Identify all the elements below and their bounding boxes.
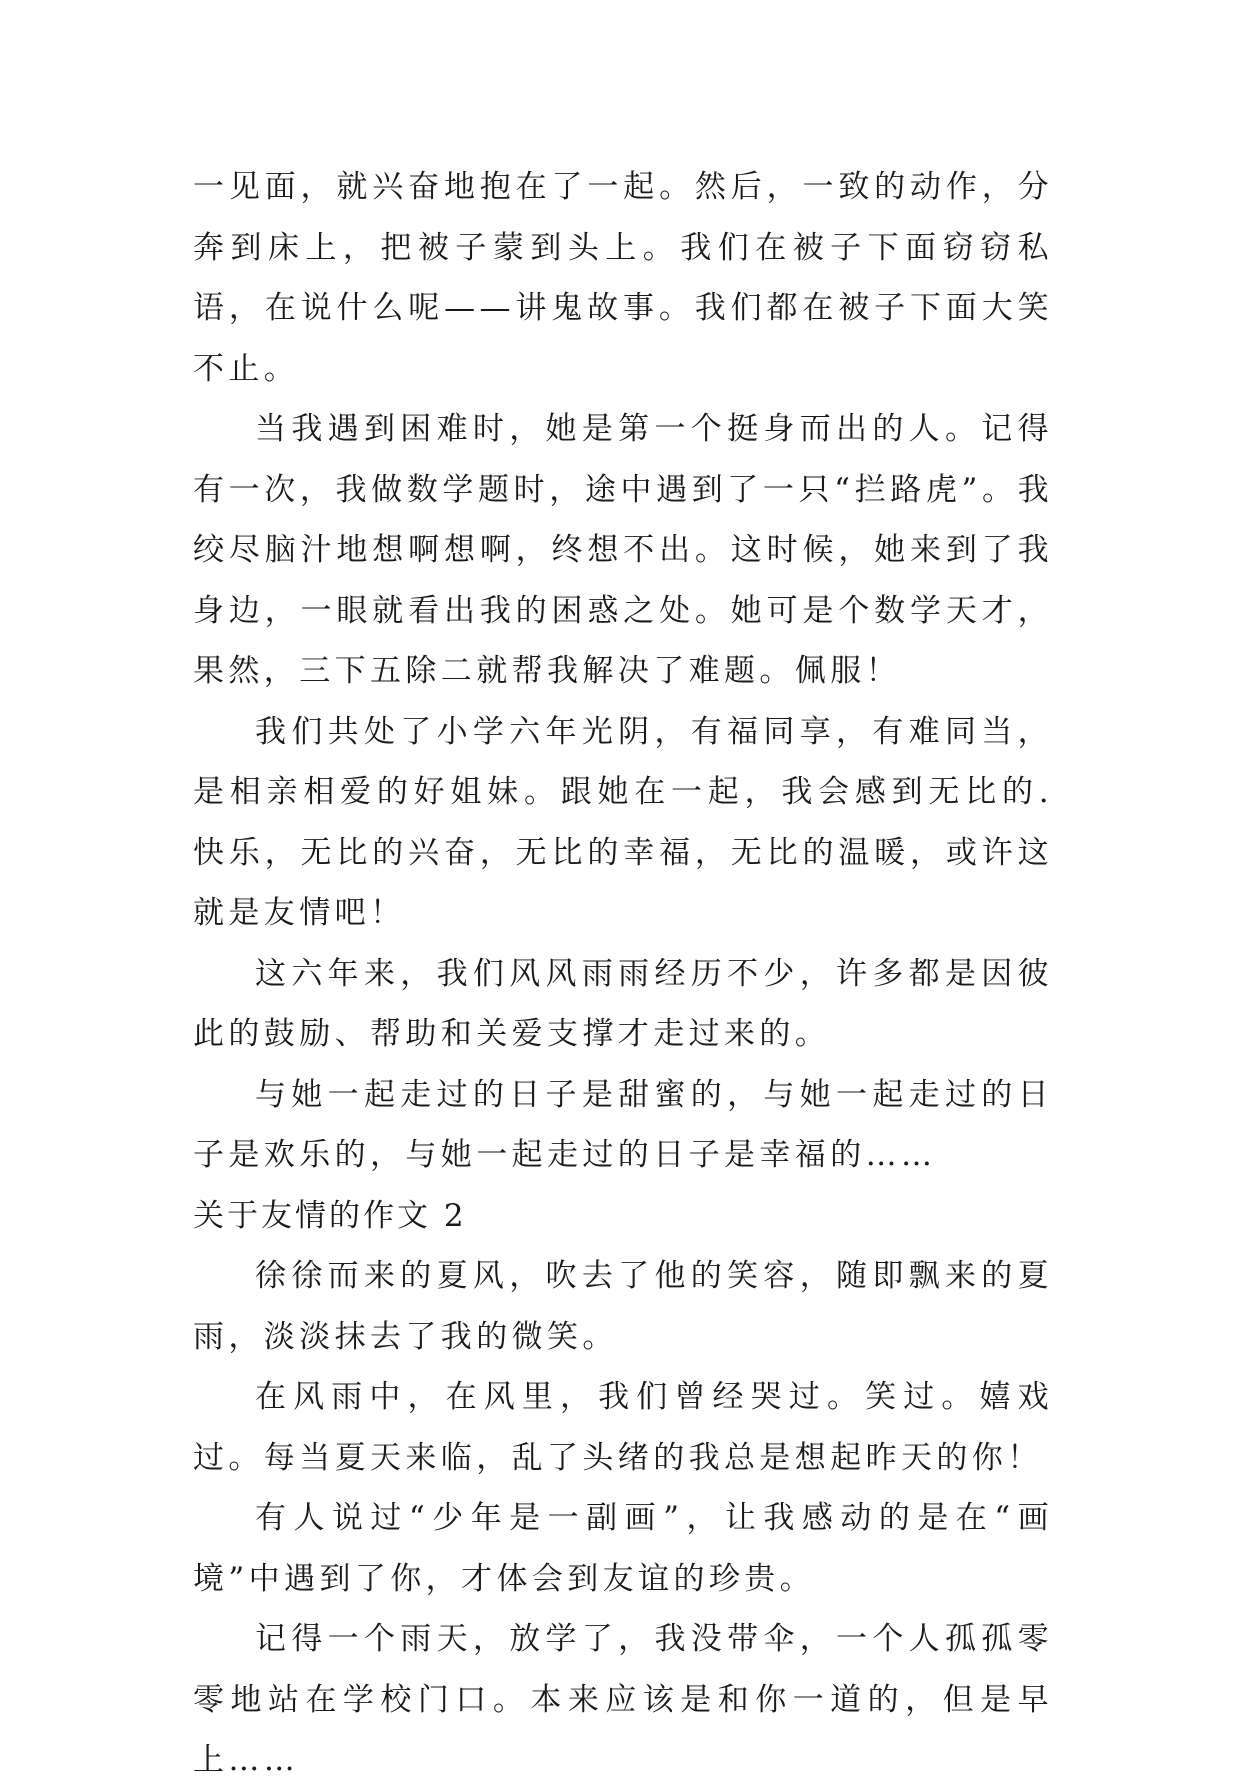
document-body bbox=[193, 157, 1053, 1791]
paragraph: 一见面，就兴奋地抱在了一起。然后，一致的动作，分奔到床上，把被子蒙到头上。我们在被子下面窃窃私语，在说什么呢——讲鬼故事。我们都在被子下面大笑不止。 bbox=[193, 169, 1053, 387]
paragraph: 在风雨中，在风里，我们曾经哭过。笑过。嬉戏过。每当夏天来临，乱了头绪的我总是想起昨天的你！ bbox=[193, 1379, 1053, 1476]
paragraph: 这六年来，我们风风雨雨经历不少，许多都是因彼此的鼓励、帮助和关爱支撑才走过来的。 bbox=[193, 955, 1053, 1052]
paragraph: 徐徐而来的夏风，吹去了他的笑容，随即飘来的夏雨，淡淡抹去了我的微笑。 bbox=[193, 1258, 1053, 1355]
paragraph: 我们共处了小学六年光阴，有福同享，有难同当，是相亲相爱的好姐妹。跟她在一起，我会感到无比的.快乐，无比的兴奋，无比的幸福，无比的温暖，或许这就是友情吧！ bbox=[193, 713, 1053, 931]
paragraph: 记得一个雨天，放学了，我没带伞，一个人孤孤零零地站在学校门口。本来应该是和你一道的，但是早上…… bbox=[193, 1621, 1053, 1778]
paragraph: 当我遇到困难时，她是第一个挺身而出的人。记得有一次，我做数学题时，途中遇到了一只“拦路虎”。我绞尽脑汁地想啊想啊，终想不出。这时候，她来到了我身边，一眼就看出我的困惑之处。她可是个数学天才，果然，三下五除二就帮我解决了难题。佩服！ bbox=[193, 411, 1053, 689]
paragraph: 与她一起走过的日子是甜蜜的，与她一起走过的日子是欢乐的，与她一起走过的日子是幸福的…… bbox=[193, 1076, 1053, 1173]
section-heading: 关于友情的作文 2 bbox=[193, 1197, 467, 1234]
paragraph: 有人说过“少年是一副画”，让我感动的是在“画境”中遇到了你，才体会到友谊的珍贵。 bbox=[193, 1500, 1053, 1597]
